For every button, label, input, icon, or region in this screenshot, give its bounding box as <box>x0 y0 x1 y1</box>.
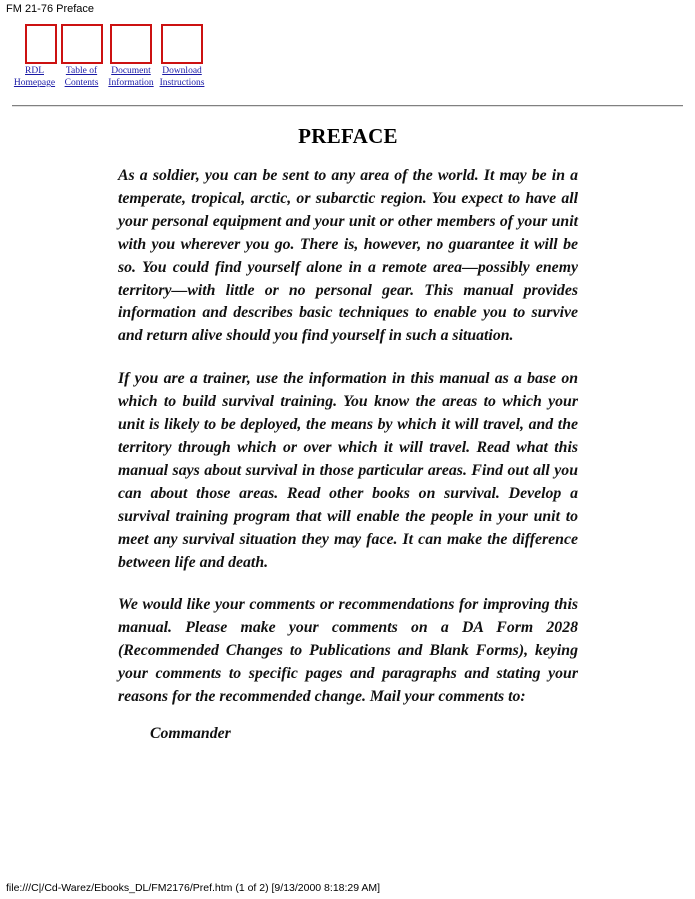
paragraph: As a soldier, you can be sent to any area of the world. It may be in a temperate, tropical, arctic, or subarctic region. You expect to have all your personal equipment and your unit or other members of your unit with you wherever you go. There is, however, no guarantee it will be so. You could find yourself alone in a remote area—possibly enemy territory—with little or no personal gear. This manual provides information and describes basic techniques to enable you to survive and return alive should you find yourself in such a situation. <box>118 167 578 345</box>
document-heading: PREFACE <box>298 124 398 148</box>
file-url-footer: file:///C|/Cd-Warez/Ebooks_DL/FM2176/Pref.htm (1 of 2) [9/13/2000 8:18:29 AM] <box>6 882 381 894</box>
nav-document-information-button[interactable] <box>105 24 157 89</box>
divider <box>12 105 683 107</box>
scanned-page <box>118 120 578 743</box>
nav-label: RDL Homepage <box>13 66 56 88</box>
info-icon <box>110 24 152 64</box>
nav-label: Document Information <box>108 66 154 88</box>
rdl-home-icon <box>25 24 57 64</box>
paragraph: If you are a trainer, use the information in this manual as a base on which to build survival training. You know the areas to which your unit is likely to be deployed, the means by which it will travel, and the territory through which or over which it will travel. Read what this manual says about survival in those particular areas. Find out all you can about those areas. Read other books on survival. Develop a survival training program that will enable the people in your unit to meet any survival situation they may face. It can make the difference between life and death. <box>118 370 578 571</box>
nav-table-of-contents-button[interactable] <box>60 24 103 89</box>
page-title: FM 21-76 Preface <box>6 3 95 15</box>
nav-rdl-homepage-button[interactable] <box>12 24 57 89</box>
nav-label: Table of Contents <box>64 66 99 88</box>
nav-bar <box>0 24 260 94</box>
nav-download-instructions-button[interactable] <box>157 24 207 89</box>
paragraph: We would like your comments or recommendations for improving this manual. Please make your comments on a DA Form 2028 (Recommended Changes to Publications and Blank Forms), keying your comments to specific pages and paragraphs and stating your reasons for the recommended change. Mail your comments to: <box>118 596 578 706</box>
nav-label: Download Instructions <box>159 66 205 88</box>
closing-line: Commander <box>150 724 231 742</box>
download-icon <box>161 24 203 64</box>
contents-icon <box>61 24 103 64</box>
